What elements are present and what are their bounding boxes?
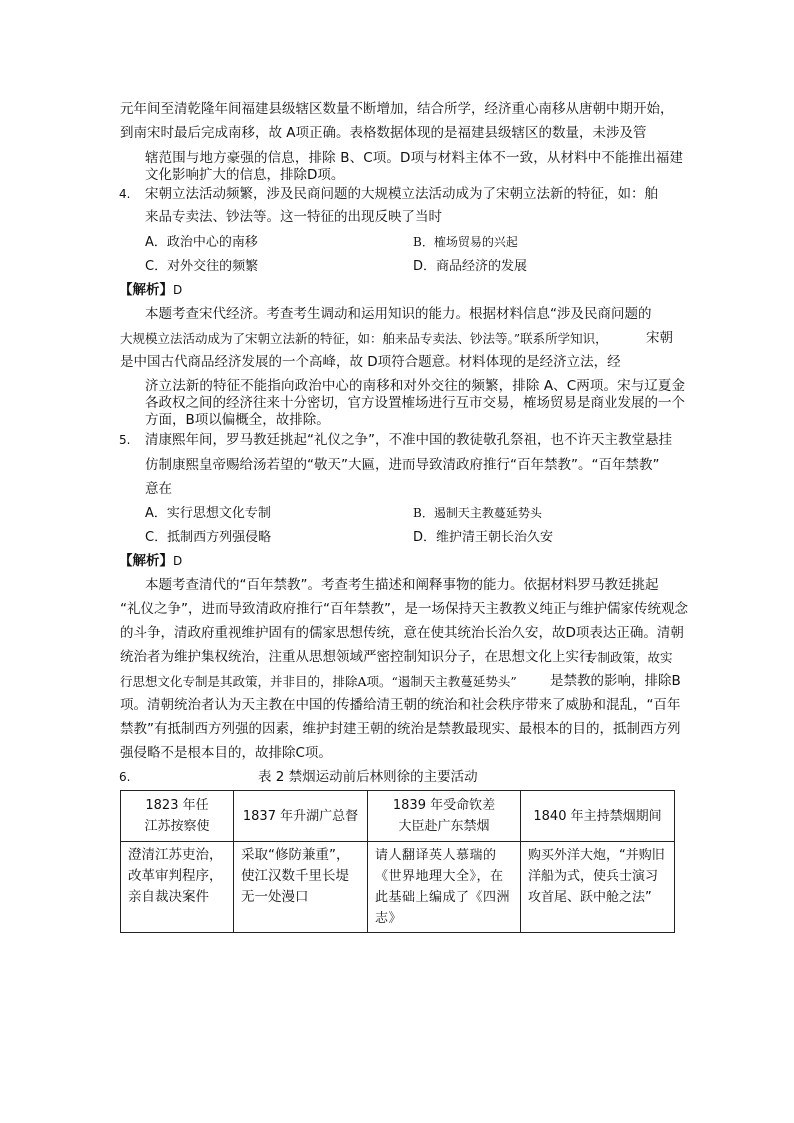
table-row bbox=[121, 842, 675, 933]
q5-option-d: D．维护清王朝长治久安 bbox=[413, 530, 554, 545]
q3-tail-line-2: 到南宋时最后完成南移，故 A项正确。表格数据体现的是福建县级辖区的数量，未涉及管 bbox=[120, 125, 647, 141]
table-header-cell bbox=[234, 791, 368, 842]
header-1837: 1837 年升湖广总督 bbox=[242, 808, 359, 824]
question-number: 4. bbox=[119, 187, 131, 201]
q4-explanation-line-2b: 宋朝 bbox=[646, 330, 673, 346]
q3-tail-line-3: 辖范围与地方豪强的信息，排除 B、C项。D项与材料主体不一致，从材料中不能推出福建文化影响扩大的信息，排除D项。 bbox=[145, 150, 683, 183]
table-cell-1840: 购买外洋大炮，“并购旧洋船为式，使兵士演习攻首尾、跃中舱之法” bbox=[521, 842, 675, 933]
q4-option-b: B．榷场贸易的兴起 bbox=[413, 235, 518, 249]
table-cell-1839: 请人翻译英人慕瑞的《世界地理大全》，在此基础上编成了《四洲志》 bbox=[368, 842, 521, 933]
question-number: 5. bbox=[119, 433, 131, 447]
q4-answer: D bbox=[173, 283, 183, 297]
lin-zexu-activities-table bbox=[120, 790, 675, 933]
q5-explanation-line-2: “礼仪之争”，进而导致清政府推行“百年禁教”，是一场保持天主教教义纯正与维护儒家传统观念 bbox=[120, 601, 688, 617]
q4-analysis-label bbox=[119, 281, 182, 300]
q4-stem-line-1: 宋朝立法活动频繁，涉及民商问题的大规模立法活动成为了宋朝立法新的特征，如：舶 bbox=[145, 186, 658, 202]
header-1839: 1839 年受命钦差 大臣赴广东禁烟 bbox=[392, 798, 496, 834]
question-number: 6. bbox=[119, 770, 131, 784]
table-header-row bbox=[121, 791, 675, 842]
q5-explanation-line-4a: 统治者为维护集权统治，注重从思想领域严密控制知识分子，在思想文化上实行 bbox=[120, 649, 593, 665]
q4-explanation-line-1: 本题考查宋代经济。考查考生调动和运用知识的能力。根据材料信息“涉及民商问题的 bbox=[145, 306, 652, 322]
table-header-cell bbox=[368, 791, 521, 842]
analysis-label-text: 【解析】 bbox=[119, 282, 173, 298]
table-cell-1823: 澄清江苏吏治，改革审判程序，亲自裁决案件 bbox=[121, 842, 234, 933]
header-1840: 1840 年主持禁烟期间 bbox=[533, 808, 662, 824]
table-header-cell bbox=[521, 791, 675, 842]
q5-stem-line-3: 意在 bbox=[145, 481, 172, 497]
q5-stem-line-1: 清康熙年间，罗马教廷挑起“礼仪之争”，不准中国的教徒敬孔祭祖，也不许天主教堂悬挂 bbox=[145, 432, 672, 448]
q4-stem-line-2: 来品专卖法、钞法等。这一特征的出现反映了当时 bbox=[145, 209, 442, 225]
q5-analysis-label bbox=[119, 552, 182, 571]
q5-option-a: A．实行思想文化专制 bbox=[145, 506, 271, 521]
q4-option-a: A．政治中心的南移 bbox=[145, 235, 258, 250]
table-cell-1837: 采取“修防兼重”，使江汉数千里长堤无一处漫口 bbox=[234, 842, 368, 933]
table-header-cell bbox=[121, 791, 234, 842]
q5-option-b: B．遏制天主教蔓延势头 bbox=[413, 506, 542, 520]
q4-option-c: C．对外交往的频繁 bbox=[145, 259, 259, 274]
q5-option-c: C．抵制西方列强侵略 bbox=[145, 530, 272, 545]
q5-explanation-line-1: 本题考查清代的“百年禁教”。考查考生描述和阐释事物的能力。依据材料罗马教廷挑起 bbox=[145, 577, 659, 593]
q5-explanation-line-4b: 专制政策，故实 bbox=[585, 650, 673, 665]
q5-explanation-line-5b: 是禁教的影响，排除B bbox=[550, 673, 681, 689]
analysis-label-text: 【解析】 bbox=[119, 553, 173, 569]
q5-explanation-line-3: 的斗争，清政府重视维护固有的儒家思想传统，意在使其统治长治久安，故D项表达正确。清朝 bbox=[120, 625, 684, 641]
q5-explanation-line-7: 禁教”有抵制西方列强的因素，维护封建王朝的统治是禁教最现实、最根本的目的，抵制西方列 bbox=[120, 721, 681, 737]
q4-option-d: D．商品经济的发展 bbox=[413, 259, 528, 274]
q5-stem-line-2: 仿制康熙皇帝赐给汤若望的“敬天”大匾，进而导致清政府推行“百年禁教”。“百年禁教” bbox=[145, 457, 660, 473]
q5-explanation-line-5a: 行思想文化专制是其政策，并非目的，排除A项。“遏制天主教蔓延势头” bbox=[120, 674, 517, 689]
q5-explanation-line-8: 强侵略不是根本目的，故排除C项。 bbox=[120, 745, 332, 761]
q4-explanation-line-2: 大规模立法活动成为了宋朝立法新的特征，如：舶来品专卖法、钞法等。”联系所学知识， bbox=[120, 331, 608, 346]
header-1823: 1823 年任 江苏按察使 bbox=[144, 798, 210, 834]
q4-explanation-line-3: 是中国古代商品经济发展的一个高峰，故 D项符合题意。材料体现的是经济立法，经 bbox=[120, 354, 621, 370]
table-caption: 表 2 禁烟运动前后林则徐的主要活动 bbox=[258, 769, 478, 785]
q5-explanation-line-6: 项。清朝统治者认为天主教在中国的传播给清王朝的统治和社会秩序带来了威胁和混乱，“百年 bbox=[120, 697, 681, 713]
q4-explanation-line-4: 济立法新的特征不能指向政治中心的南移和对外交往的频繁，排除 A、C两项。宋与辽夏金各政权之间的经济往来十分密切，官方设置榷场进行互市交易，榷场贸易是商业发展的一个方面，B项以偏概全，故排除。 bbox=[145, 378, 685, 428]
q5-answer: D bbox=[173, 554, 183, 568]
q3-tail-line-1: 元年间至清乾隆年间福建县级辖区数量不断增加，结合所学，经济重心南移从唐朝中期开始， bbox=[120, 101, 674, 117]
